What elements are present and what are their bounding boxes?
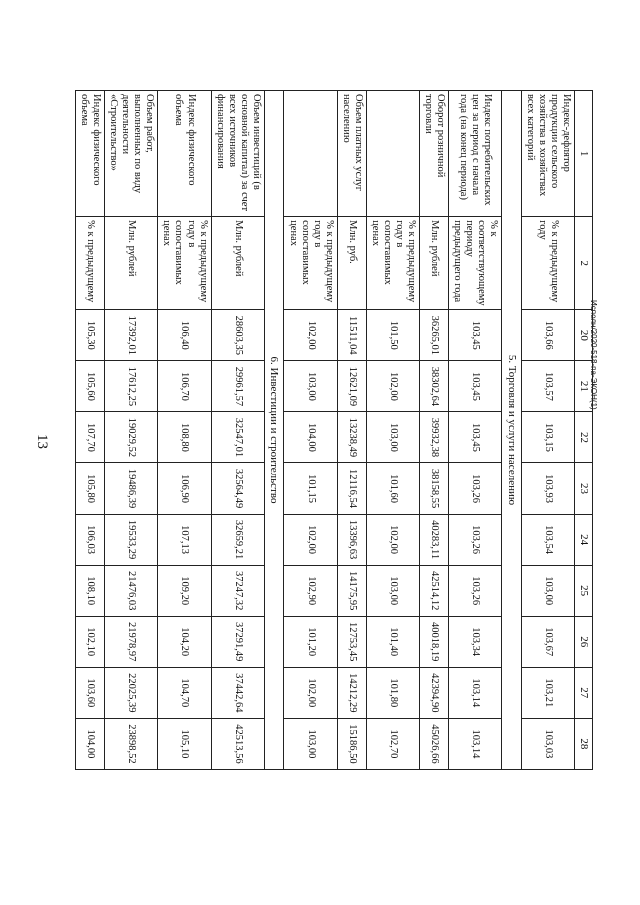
value-cell: 32659,21 <box>211 514 264 565</box>
value-cell: 103,00 <box>284 361 337 412</box>
header-cell: 22 <box>575 412 593 463</box>
value-cell: 101,50 <box>366 310 419 361</box>
value-cell: 28603,35 <box>211 310 264 361</box>
value-cell: 37247,32 <box>211 565 264 616</box>
value-cell: 103,14 <box>449 667 502 718</box>
table-row <box>522 91 575 770</box>
value-cell: 103,15 <box>522 412 575 463</box>
value-cell: 15186,50 <box>337 718 366 769</box>
table-row <box>284 91 337 770</box>
value-cell: 108,10 <box>75 565 104 616</box>
forecast-table <box>75 90 593 770</box>
value-cell: 14212,29 <box>337 667 366 718</box>
table-row <box>211 91 264 770</box>
value-cell: 40283,11 <box>420 514 449 565</box>
section-row <box>264 91 284 770</box>
value-cell: 39932,38 <box>420 412 449 463</box>
value-cell: 42514,12 <box>420 565 449 616</box>
page-number: 13 <box>34 434 50 449</box>
value-cell: 103,54 <box>522 514 575 565</box>
value-cell: 19486,39 <box>105 463 158 514</box>
value-cell: 38158,55 <box>420 463 449 514</box>
value-cell: 102,10 <box>75 616 104 667</box>
value-cell: 12753,45 <box>337 616 366 667</box>
value-cell: 102,00 <box>366 514 419 565</box>
table-row <box>366 91 419 770</box>
table-header-row <box>575 91 593 770</box>
value-cell: 103,03 <box>522 718 575 769</box>
value-cell: 37442,64 <box>211 667 264 718</box>
value-cell: 103,26 <box>449 514 502 565</box>
value-cell: 21476,03 <box>105 565 158 616</box>
header-cell: 28 <box>575 718 593 769</box>
indicator-name: Объем инвестиций (в основной капитал) за счет всех источников финансирования <box>211 91 264 217</box>
indicator-name: Объем платных услуг населению <box>337 91 366 217</box>
value-cell: 108,80 <box>158 412 211 463</box>
value-cell: 109,20 <box>158 565 211 616</box>
section-row <box>502 91 522 770</box>
header-cell: 23 <box>575 463 593 514</box>
indicator-name: Индекс-дефлятор продукции сельского хозяйства в хозяйствах всех категорий <box>522 91 575 217</box>
value-cell: 103,93 <box>522 463 575 514</box>
value-cell: 105,30 <box>75 310 104 361</box>
indicator-name <box>366 91 419 217</box>
table-row <box>449 91 502 770</box>
value-cell: 37291,49 <box>211 616 264 667</box>
value-cell: 12116,54 <box>337 463 366 514</box>
table-row <box>337 91 366 770</box>
value-cell: 21978,97 <box>105 616 158 667</box>
section-title: 5. Торговля и услуги населению <box>502 91 522 770</box>
unit-cell: % к предыдущему <box>75 217 104 310</box>
value-cell: 106,90 <box>158 463 211 514</box>
value-cell: 103,34 <box>449 616 502 667</box>
value-cell: 107,13 <box>158 514 211 565</box>
value-cell: 103,00 <box>366 412 419 463</box>
value-cell: 103,14 <box>449 718 502 769</box>
value-cell: 103,57 <box>522 361 575 412</box>
value-cell: 12621,09 <box>337 361 366 412</box>
value-cell: 103,00 <box>522 565 575 616</box>
indicator-name: Индекс потребительских цен за период с начала года (на конец периода) <box>449 91 502 217</box>
value-cell: 101,20 <box>284 616 337 667</box>
value-cell: 13238,49 <box>337 412 366 463</box>
value-cell: 101,40 <box>366 616 419 667</box>
table-body <box>75 91 592 770</box>
table-row <box>158 91 211 770</box>
unit-cell: % к соответствующему периоду предыдущего года <box>449 217 502 310</box>
value-cell: 102,70 <box>366 718 419 769</box>
value-cell: 106,03 <box>75 514 104 565</box>
unit-cell: Млн. рублей <box>211 217 264 310</box>
value-cell: 17392,01 <box>105 310 158 361</box>
value-cell: 103,26 <box>449 463 502 514</box>
header-cell: 20 <box>575 310 593 361</box>
unit-cell: % к предыдущему году в сопоставимых ценах <box>284 217 337 310</box>
value-cell: 29961,57 <box>211 361 264 412</box>
value-cell: 17612,25 <box>105 361 158 412</box>
unit-cell: % к предыдущему году <box>522 217 575 310</box>
value-cell: 103,67 <box>522 616 575 667</box>
value-cell: 32564,49 <box>211 463 264 514</box>
unit-cell: Млн. рублей <box>105 217 158 310</box>
header-cell: 24 <box>575 514 593 565</box>
value-cell: 103,45 <box>449 412 502 463</box>
value-cell: 103,66 <box>522 310 575 361</box>
value-cell: 40018,19 <box>420 616 449 667</box>
value-cell: 105,80 <box>75 463 104 514</box>
table-row <box>105 91 158 770</box>
unit-cell: Млн. рублей <box>420 217 449 310</box>
value-cell: 42394,90 <box>420 667 449 718</box>
value-cell: 103,60 <box>75 667 104 718</box>
value-cell: 13396,63 <box>337 514 366 565</box>
indicator-name: Объем работ, выполненных по виду деятельности «Строительство» <box>105 91 158 217</box>
value-cell: 104,00 <box>284 412 337 463</box>
unit-cell: % к предыдущему году в сопоставимых ценах <box>158 217 211 310</box>
value-cell: 101,15 <box>284 463 337 514</box>
indicator-name: Индекс физического объема <box>158 91 211 217</box>
unit-cell: % к предыдущему году в сопоставимых ценах <box>366 217 419 310</box>
header-cell: 26 <box>575 616 593 667</box>
document-code: Исполн/2020-518-па-ЭКОН(1) <box>589 300 598 410</box>
table-row <box>420 91 449 770</box>
value-cell: 19029,52 <box>105 412 158 463</box>
value-cell: 102,00 <box>284 514 337 565</box>
value-cell: 101,80 <box>366 667 419 718</box>
value-cell: 103,26 <box>449 565 502 616</box>
value-cell: 103,00 <box>284 718 337 769</box>
value-cell: 102,00 <box>284 310 337 361</box>
value-cell: 42513,56 <box>211 718 264 769</box>
value-cell: 103,21 <box>522 667 575 718</box>
value-cell: 22025,39 <box>105 667 158 718</box>
header-cell: 1 <box>575 91 593 217</box>
value-cell: 102,00 <box>366 361 419 412</box>
value-cell: 104,00 <box>75 718 104 769</box>
value-cell: 106,70 <box>158 361 211 412</box>
value-cell: 105,60 <box>75 361 104 412</box>
value-cell: 45026,66 <box>420 718 449 769</box>
indicator-name: Оборот розничной торговли <box>420 91 449 217</box>
value-cell: 107,70 <box>75 412 104 463</box>
value-cell: 103,00 <box>366 565 419 616</box>
value-cell: 102,90 <box>284 565 337 616</box>
unit-cell: Млн. руб. <box>337 217 366 310</box>
value-cell: 32547,01 <box>211 412 264 463</box>
table-row <box>75 91 104 770</box>
value-cell: 103,45 <box>449 361 502 412</box>
value-cell: 106,40 <box>158 310 211 361</box>
indicator-name: Индекс физического объема <box>75 91 104 217</box>
header-cell: 25 <box>575 565 593 616</box>
value-cell: 103,45 <box>449 310 502 361</box>
indicator-name <box>284 91 337 217</box>
value-cell: 19533,29 <box>105 514 158 565</box>
section-title: 6. Инвестиции и строительство <box>264 91 284 770</box>
header-cell: 27 <box>575 667 593 718</box>
value-cell: 38302,64 <box>420 361 449 412</box>
value-cell: 102,00 <box>284 667 337 718</box>
header-cell: 21 <box>575 361 593 412</box>
header-cell: 2 <box>575 217 593 310</box>
value-cell: 104,70 <box>158 667 211 718</box>
value-cell: 36265,01 <box>420 310 449 361</box>
value-cell: 23898,52 <box>105 718 158 769</box>
value-cell: 11511,04 <box>337 310 366 361</box>
value-cell: 105,10 <box>158 718 211 769</box>
value-cell: 14175,95 <box>337 565 366 616</box>
rotated-table-container <box>79 90 593 770</box>
value-cell: 101,60 <box>366 463 419 514</box>
value-cell: 104,20 <box>158 616 211 667</box>
